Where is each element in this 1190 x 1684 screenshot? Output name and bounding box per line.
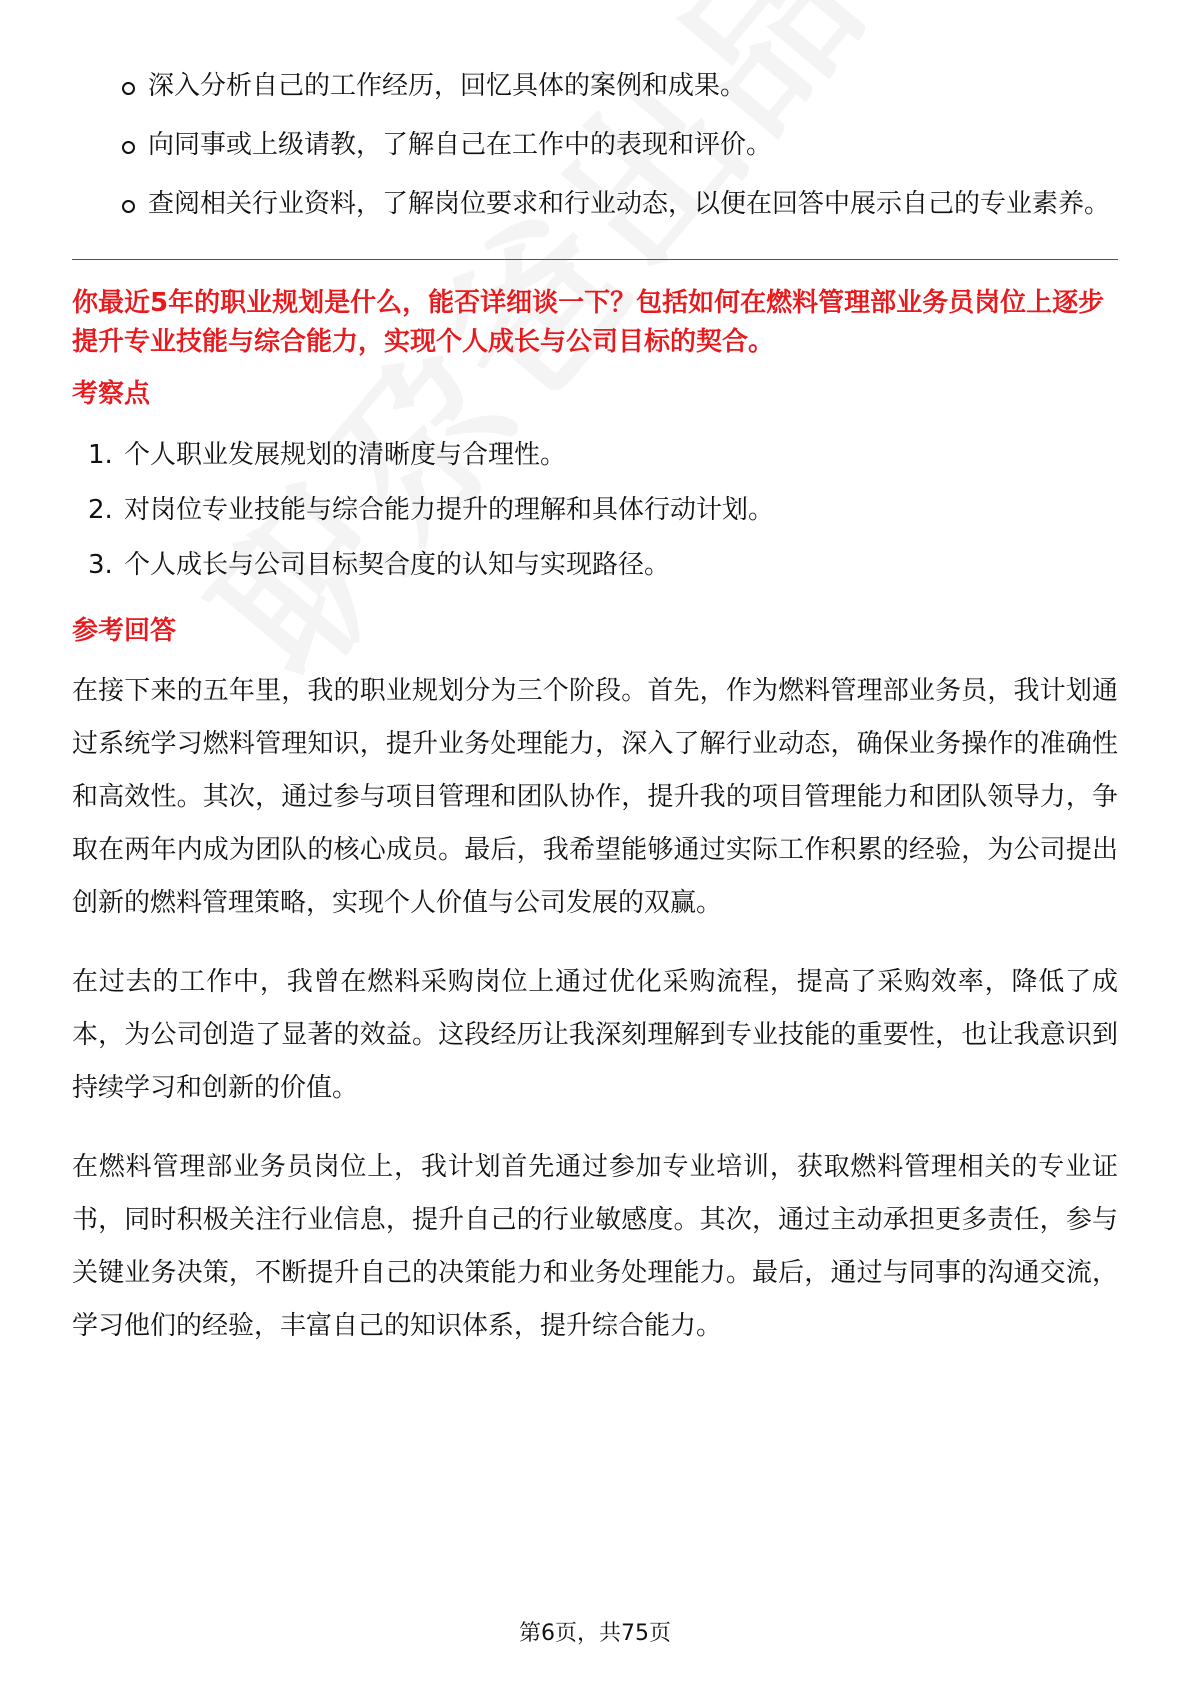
prep-bullet-list [72,58,1118,233]
list-number: 1. [88,440,113,470]
list-item [88,483,1118,538]
list-text: 个人成长与公司目标契合度的认知与实现路径。 [124,550,671,580]
list-item: 深入分析自己的工作经历，回忆具体的案例和成果。 [148,58,1118,115]
list-item [88,428,1118,483]
page-content [72,58,1118,1379]
list-text: 对岗位专业技能与综合能力提升的理解和具体行动计划。 [124,495,775,525]
focus-heading: 考察点 [72,379,151,409]
list-item [88,538,1118,593]
answer-paragraph: 在过去的工作中，我曾在燃料采购岗位上通过优化采购流程，提高了采购效率，降低了成本，为公司创造了显著的效益。这段经历让我深刻理解到专业技能的重要性，也让我意识到持续学习和创新的价值。 [72,967,1118,1103]
list-item: 向同事或上级请教，了解自己在工作中的表现和评价。 [148,117,1118,174]
list-item: 查阅相关行业资料，了解岗位要求和行业动态，以便在回答中展示自己的专业素养。 [148,176,1118,233]
section-divider [72,259,1118,260]
answer-paragraph: 在燃料管理部业务员岗位上，我计划首先通过参加专业培训，获取燃料管理相关的专业证书，同时积极关注行业信息，提升自己的行业敏感度。其次，通过主动承担更多责任，参与关键业务决策，不断提升自己的决策能力和业务处理能力。最后，通过与同事的沟通交流，学习他们的经验，丰富自己的知识体系，提升综合能力。 [72,1152,1118,1341]
answer-heading: 参考回答 [72,616,177,646]
list-number: 2. [88,495,113,525]
list-number: 3. [88,550,113,580]
focus-point-list [72,428,1118,593]
page-number-footer: 第6页，共75页 [519,1621,671,1646]
answer-paragraph: 在接下来的五年里，我的职业规划分为三个阶段。首先，作为燃料管理部业务员，我计划通过系统学习燃料管理知识，提升业务处理能力，深入了解行业动态，确保业务操作的准确性和高效性。其次，通过参与项目管理和团队协作，提升我的项目管理能力和团队领导力，争取在两年内成为团队的核心成员。最后，我希望能够通过实际工作积累的经验，为公司提出创新的燃料管理策略，实现个人价值与公司发展的双赢。 [72,676,1118,918]
list-text: 个人职业发展规划的清晰度与合理性。 [124,440,567,470]
question-text: 你最近5年的职业规划是什么，能否详细谈一下？包括如何在燃料管理部业务员岗位上逐步提升专业技能与综合能力，实现个人成长与公司目标的契合。 [72,288,1105,357]
